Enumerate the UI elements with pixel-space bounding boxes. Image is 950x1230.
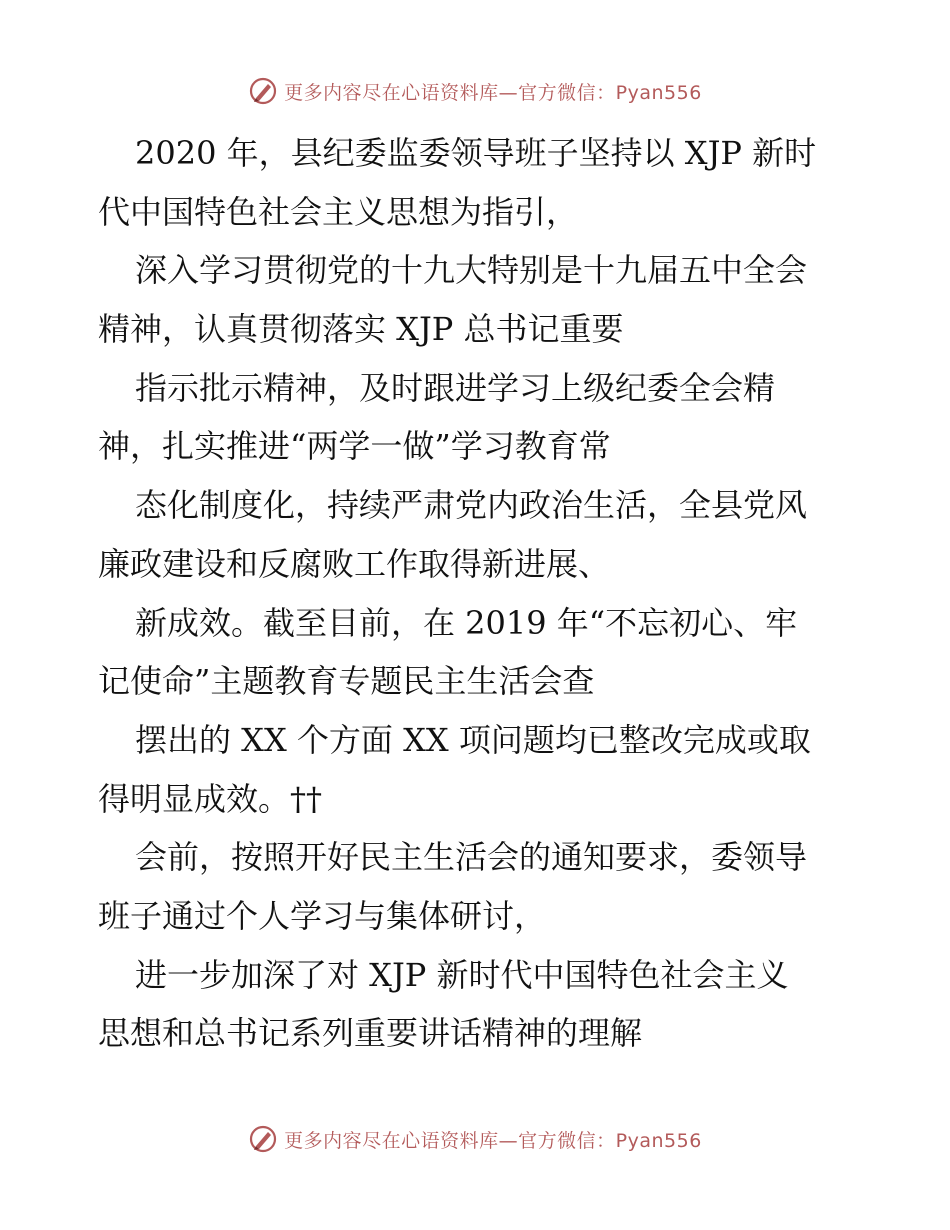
text-line: 态化制度化，持续严肃党内政治生活，全县党风 [135, 486, 808, 525]
text-line: 得明显成效。†† [98, 779, 323, 818]
text-line: 2020 年，县纪委监委领导班子坚持以 XJP 新时 [135, 134, 817, 172]
text-line: 记使命”主题教育专题民主生活会查 [98, 662, 595, 701]
text-line: 会前，按照开好民主生活会的通知要求，委领导 [135, 838, 808, 877]
text-line: 思想和总书记系列重要讲话精神的理解 [98, 1014, 643, 1053]
document-body [98, 124, 858, 1063]
pen-logo-icon [248, 76, 278, 106]
text-line: 摆出的 XX 个方面 XX 项问题均已整改完成或取 [135, 720, 811, 759]
text-line: 班子通过个人学习与集体研讨， [98, 896, 547, 935]
watermark-text: 更多内容尽在心语资料库—官方微信：Pyan556 [284, 81, 702, 104]
text-line: 新成效。截至目前，在 2019 年“不忘初心、牢 [135, 603, 798, 642]
text-line: 精神，认真贯彻落实 XJP 总书记重要 [98, 310, 624, 349]
text-line: 代中国特色社会主义思想为指引， [98, 192, 579, 231]
footer-watermark [0, 1124, 950, 1154]
watermark-text: 更多内容尽在心语资料库—官方微信：Pyan556 [284, 1129, 702, 1152]
text-line: 进一步加深了对 XJP 新时代中国特色社会主义 [135, 955, 789, 994]
header-watermark [0, 76, 950, 106]
text-line: 深入学习贯彻党的十九大特别是十九届五中全会 [135, 251, 808, 290]
text-line: 指示批示精神，及时跟进学习上级纪委全会精 [135, 368, 776, 407]
text-line: 神，扎实推进“两学一做”学习教育常 [98, 427, 611, 466]
pen-logo-icon [248, 1124, 278, 1154]
text-line: 廉政建设和反腐败工作取得新进展、 [98, 544, 611, 583]
